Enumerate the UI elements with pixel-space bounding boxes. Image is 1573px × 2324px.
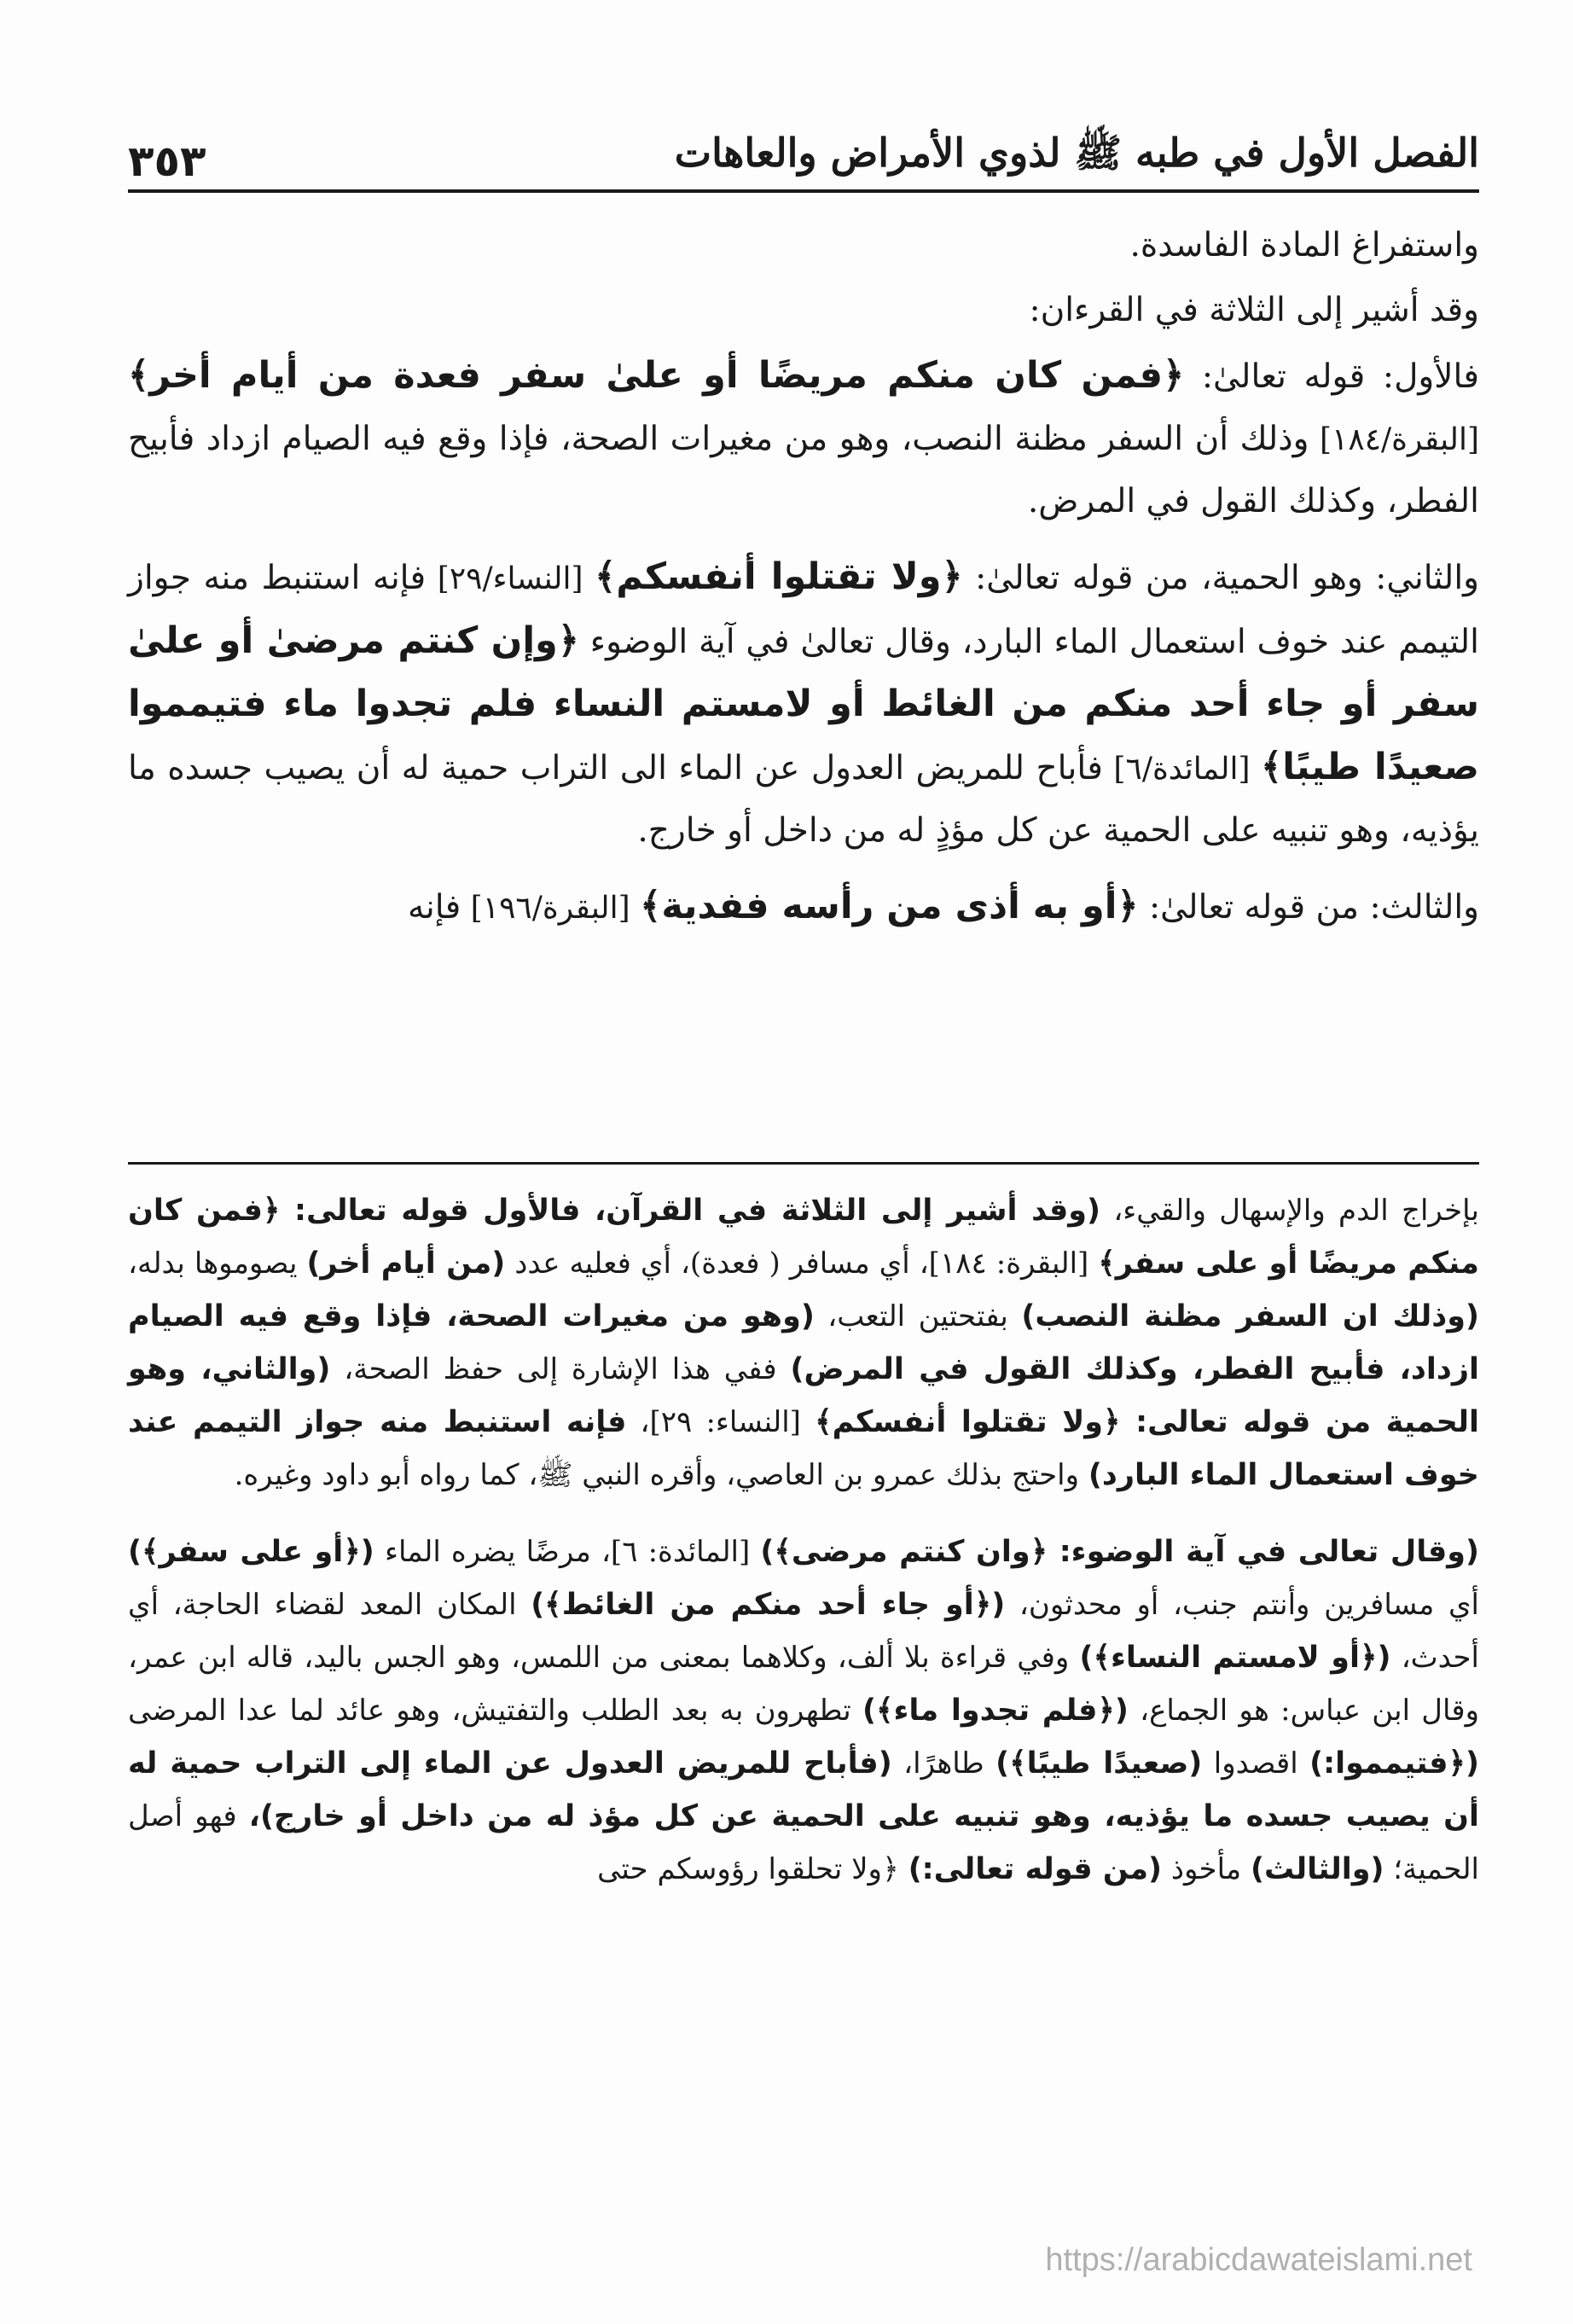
text-span: وقد أشير إلى الثلاثة في القرءان: — [1029, 291, 1479, 329]
paragraph — [128, 546, 1479, 862]
text-span: المكان المعد لقضاء الحاجة، أي أحدث، — [128, 1588, 1479, 1675]
text-span: فأباح للمريض العدول عن الماء الى التراب حمية له أن يصيب جسده ما يؤذيه، وهو تنبيه على الحمية عن كل مؤذٍ له من داخل أو خارج. — [128, 749, 1479, 850]
bold-quote: (﴿أو على سفر﴾) — [128, 1535, 374, 1569]
commentary — [128, 1184, 1479, 2234]
verse-reference: [النساء/٢٩] — [426, 561, 595, 596]
text-span: والثالث: من قوله تعالىٰ: — [1138, 888, 1479, 927]
bold-quote: (﴿فلم تجدوا ماء﴾) — [862, 1694, 1129, 1728]
paragraph — [128, 875, 1479, 939]
text-span: فإنه استنبط منه جواز التيمم عند خوف استعمال الماء البارد، وقال تعالىٰ في آية الوضوء — [128, 559, 1479, 661]
page-header — [128, 101, 1479, 186]
text-span: أي مسافرين وأنتم جنب، أو محدثون، — [1005, 1588, 1480, 1622]
text-span: فهو أصل الحمية؛ — [128, 1799, 1479, 1886]
watermark-url: https://arabicdawateislami.net — [1045, 2242, 1472, 2278]
bold-quote: (من قوله تعالى:) — [908, 1852, 1163, 1886]
paragraph — [128, 280, 1479, 341]
text-span: ﴿ولا تحلقوا رؤوسكم حتى — [597, 1852, 908, 1886]
bold-quote: (﴿فتيمموا:) — [1309, 1746, 1479, 1781]
bold-quote: (وذلك ان السفر مظنة النصب) — [1021, 1299, 1480, 1333]
bold-quote: (وهو من مغيرات الصحة، فإذا وقع فيه الصيام ازداد، فأبيح الفطر، وكذلك القول في المرض) — [128, 1299, 1479, 1386]
text-span: واحتج بذلك عمرو بن العاصي، وأقره النبي ﷺ، كما رواه أبو داود وغيره. — [234, 1458, 1088, 1492]
text-span: تطهرون به بعد الطلب والتفتيش، وهو عائد لما عدا المرضى — [128, 1694, 862, 1728]
bold-quote: (وقال تعالى في آية الوضوء: ﴿وان كنتم مرضى﴾) — [760, 1535, 1480, 1569]
text-span: بإخراج الدم والإسهال والقيء، — [1100, 1194, 1479, 1228]
commentary-paragraph — [128, 1525, 1479, 1896]
verse-reference: [المائدة/٦] — [1102, 752, 1262, 787]
bold-quote: (فأباح للمريض العدول عن الماء إلى التراب حمية له أن يصيب جسده ما يؤذيه، وهو تنبيه على الحمية عن كل مؤذ له من داخل أو خارج)، — [128, 1746, 1480, 1833]
text-span: [المائدة: ٦]، مرضًا يضره الماء — [374, 1535, 761, 1569]
paragraph — [128, 215, 1479, 276]
text-span: بفتحتين التعب، — [814, 1299, 1022, 1333]
text-span: اقصدوا — [1202, 1746, 1310, 1781]
bold-quote: فإنه استنبط منه جواز التيمم عند خوف استعمال الماء البارد) — [128, 1405, 1479, 1492]
bold-quote: (﴿أو جاء أحد منكم من الغائط﴾) — [531, 1588, 1006, 1622]
text-span: فالأول: قوله تعالىٰ: — [1184, 357, 1480, 396]
bold-quote: (صعيدًا طيبًا﴾) — [995, 1746, 1203, 1781]
commentary-paragraph — [128, 1184, 1479, 1502]
text-span: واستفراغ المادة الفاسدة. — [1129, 226, 1479, 264]
quran-verse: ﴿أو به أذى من رأسه ففدية﴾ — [640, 885, 1139, 927]
bold-quote: (﴿أو لامستم النساء﴾) — [1079, 1641, 1391, 1675]
bold-quote: (وقد أشير إلى الثلاثة في القرآن، فالأول قوله تعالى: ﴿فمن كان منكم مريضًا أو على سفر﴾ — [128, 1194, 1479, 1281]
bold-quote: (والثالث) — [1250, 1852, 1384, 1886]
text-span: فإنه — [407, 888, 461, 927]
text-span: وفي قراءة بلا ألف، وكلاهما بمعنى من اللمس، وهو الجس باليد، قاله ابن عمر، وقال ابن عباس: هو الجماع، — [128, 1641, 1479, 1728]
text-span: يصوموها بدله، — [128, 1246, 307, 1281]
text-span: ففي هذا الإشارة إلى حفظ الصحة، — [330, 1352, 791, 1386]
verse-reference: [البقرة/١٨٤] — [1309, 422, 1479, 457]
text-span: وذلك أن السفر مظنة النصب، وهو من مغيرات الصحة، فإذا وقع فيه الصيام ازداد فأبيح الفطر، وكذلك القول في المرض. — [128, 420, 1479, 520]
header-rule — [128, 189, 1479, 193]
bold-quote: (من أيام أخر) — [306, 1246, 506, 1281]
paragraph — [128, 345, 1479, 532]
text-span: والثاني: وهو الحمية، من قوله تعالىٰ: — [962, 559, 1479, 597]
quran-verse: ﴿وإن كنتم مرضىٰ أو علىٰ سفر أو جاء أحد منكم من الغائط أو لامستم النساء فلم تجدوا ماء فتيمموا صعيدًا طيبًا﴾ — [128, 619, 1479, 788]
bold-quote: (والثاني، وهو الحمية من قوله تعالى: ﴿ولا تقتلوا أنفسكم﴾ — [128, 1352, 1479, 1439]
footnote-rule — [128, 1162, 1479, 1165]
quran-verse: ﴿ولا تقتلوا أنفسكم﴾ — [595, 555, 963, 598]
verse-reference: [البقرة/١٩٦] — [461, 891, 641, 926]
text-span: طاهرًا، — [891, 1746, 996, 1781]
text-span: مأخوذ — [1162, 1852, 1251, 1886]
text-span: [النساء: ٢٩]، — [626, 1405, 816, 1439]
main-text — [128, 215, 1479, 1143]
page-number: ٣٥٣ — [128, 137, 206, 186]
text-span: [البقرة: ١٨٤]، أي مسافر ( فعدة)، أي فعليه عدد — [505, 1246, 1099, 1281]
quran-verse: ﴿فمن كان منكم مريضًا أو علىٰ سفر فعدة من أيام أخر﴾ — [128, 354, 1185, 397]
running-title: الفصل الأول في طبه ﷺ لذوي الأمراض والعاهات — [674, 130, 1479, 176]
